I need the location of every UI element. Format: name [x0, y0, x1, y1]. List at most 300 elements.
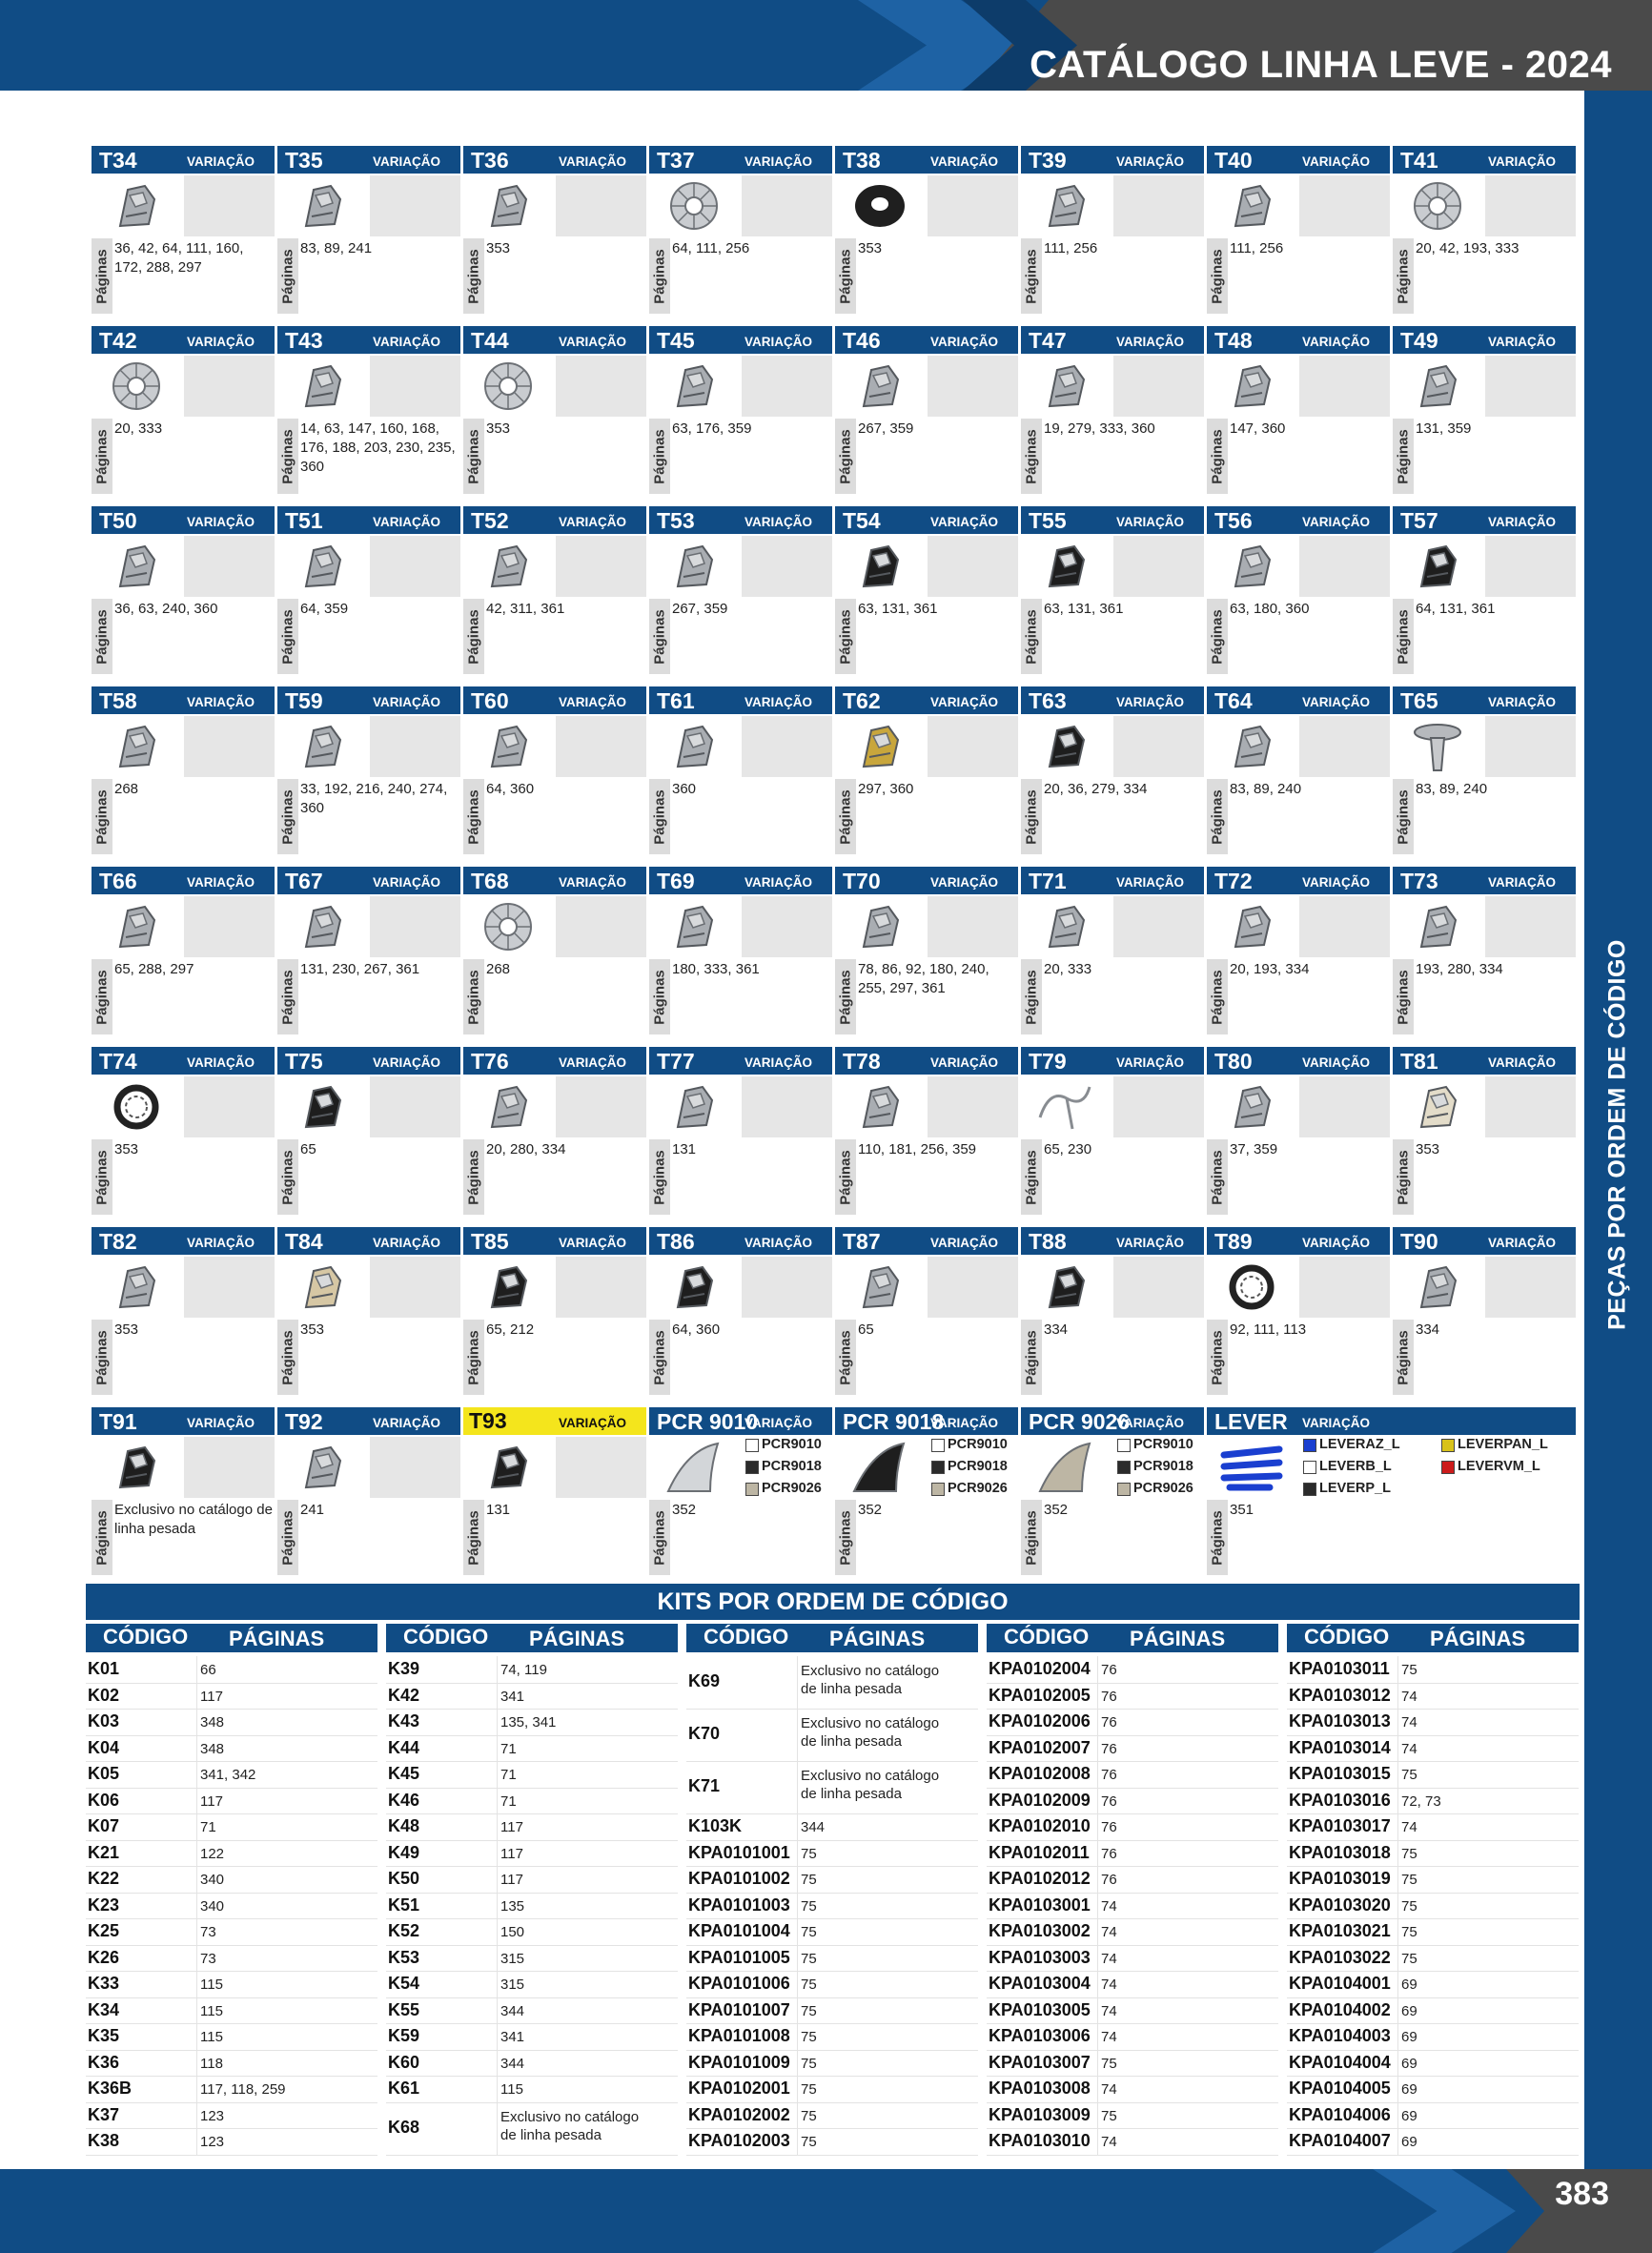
- clip-icon: [659, 719, 729, 774]
- part-photo: [1393, 1257, 1482, 1318]
- part-header: [277, 326, 460, 354]
- clip-icon: [473, 539, 543, 594]
- part-photo: [1207, 1076, 1296, 1137]
- variation-box: [370, 1257, 460, 1318]
- part-pages: 353: [114, 1321, 139, 1338]
- kit-row: [86, 1866, 377, 1894]
- part-photo: [835, 896, 925, 957]
- part-card-t43: [277, 326, 460, 494]
- kit-pages: 118: [200, 2055, 223, 2072]
- kit-pages: 75: [1401, 1897, 1417, 1915]
- part-card-t71: [1021, 867, 1204, 1034]
- variation-box: [184, 1076, 275, 1137]
- kit-code: KPA0101009: [688, 2052, 790, 2072]
- variation-box: [1485, 716, 1576, 777]
- kit-row: [386, 1971, 678, 1998]
- clip-icon: [659, 358, 729, 414]
- part-code: T59: [285, 688, 323, 713]
- kit-code: KPA0103018: [1289, 1842, 1391, 1862]
- part-card-t66: [92, 867, 275, 1034]
- pages-label: Páginas: [93, 249, 111, 304]
- variation-label: VARIAÇÃO: [744, 154, 813, 169]
- ring-icon: [1216, 1260, 1287, 1315]
- row-divider: [497, 1788, 498, 1814]
- pages-label: Páginas: [1395, 1150, 1412, 1205]
- part-photo: [835, 1076, 925, 1137]
- row-divider: [797, 1971, 798, 1997]
- kit-pages: 71: [500, 1767, 517, 1783]
- kit-code: K34: [88, 1999, 120, 2019]
- clip-icon: [473, 719, 543, 774]
- part-card-t45: [649, 326, 832, 494]
- part-photo: [463, 716, 553, 777]
- kit-row: [1287, 1866, 1579, 1894]
- clip-icon: [659, 539, 729, 594]
- kit-pages: 117: [500, 1819, 523, 1835]
- kit-code: K04: [88, 1737, 120, 1757]
- variation-label: VARIAÇÃO: [930, 1416, 999, 1430]
- part-header: [835, 867, 1018, 894]
- part-photo: [1021, 716, 1111, 777]
- pages-label: Páginas: [1209, 609, 1226, 665]
- pages-label: Páginas: [1023, 970, 1040, 1025]
- variant-name: LEVERB_L: [1319, 1459, 1392, 1474]
- part-code: LEVER: [1214, 1409, 1288, 1434]
- kit-row: [987, 2023, 1278, 2051]
- part-header: [92, 146, 275, 174]
- part-code: T73: [1400, 869, 1438, 893]
- clip-icon: [101, 719, 172, 774]
- antenna-icon: [659, 1440, 729, 1495]
- variation-label: VARIAÇÃO: [373, 1055, 441, 1070]
- kit-row: [686, 2128, 978, 2156]
- part-card-t35: [277, 146, 460, 314]
- pages-label: Páginas: [1395, 429, 1412, 484]
- variation-label: VARIAÇÃO: [1488, 154, 1557, 169]
- kit-code: K38: [88, 2131, 120, 2150]
- part-card-t93: [463, 1407, 646, 1575]
- part-header: [1207, 326, 1390, 354]
- variation-label: VARIAÇÃO: [187, 335, 255, 349]
- variation-box: [184, 356, 275, 417]
- kit-pages: 76: [1101, 1688, 1117, 1705]
- part-header: [1021, 1407, 1204, 1435]
- row-divider: [1097, 1971, 1098, 1997]
- kit-pages: 75: [801, 1872, 817, 1888]
- pages-label: Páginas: [1023, 249, 1040, 304]
- antenna-icon: [1030, 1440, 1101, 1495]
- kit-row: [686, 2076, 978, 2103]
- part-pages: 352: [672, 1502, 697, 1518]
- row-divider: [196, 1840, 197, 1867]
- variation-label: VARIAÇÃO: [1488, 1055, 1557, 1070]
- part-card-t79: [1021, 1047, 1204, 1215]
- part-photo: [463, 175, 553, 236]
- pages-label: Páginas: [465, 1510, 482, 1566]
- part-card-t81: [1393, 1047, 1576, 1215]
- variation-label: VARIAÇÃO: [1116, 515, 1185, 529]
- kit-code: KPA0103008: [989, 2079, 1091, 2098]
- row-divider: [1097, 1893, 1098, 1919]
- clip-icon: [1030, 719, 1101, 774]
- variation-label: VARIAÇÃO: [373, 335, 441, 349]
- part-code: T81: [1400, 1049, 1438, 1074]
- kit-row: [686, 1840, 978, 1868]
- part-card-t88: [1021, 1227, 1204, 1395]
- row-divider: [1097, 1918, 1098, 1945]
- part-pages: 64, 360: [486, 781, 535, 797]
- part-code: T80: [1214, 1049, 1253, 1074]
- row-divider: [797, 1918, 798, 1945]
- part-code: T38: [843, 148, 881, 173]
- part-pages: 78, 86, 92, 180, 240, 255, 297, 361: [858, 961, 989, 996]
- row-divider: [196, 1893, 197, 1919]
- part-photo: [463, 1257, 553, 1318]
- kit-code: K23: [88, 1895, 120, 1915]
- variation-box: [556, 1257, 646, 1318]
- variation-label: VARIAÇÃO: [373, 875, 441, 890]
- kit-row: [386, 1997, 678, 2025]
- variation-label: VARIAÇÃO: [1302, 1055, 1371, 1070]
- kit-pages: 122: [200, 1845, 225, 1862]
- variant-name: LEVERP_L: [1319, 1481, 1391, 1496]
- star-washer-icon: [473, 899, 543, 954]
- part-pages: 193, 280, 334: [1416, 961, 1503, 977]
- row-divider: [1397, 1918, 1398, 1945]
- kit-row: [686, 1866, 978, 1894]
- part-pages: 19, 279, 333, 360: [1044, 420, 1155, 437]
- row-divider: [196, 1971, 197, 1997]
- part-photo: [1021, 896, 1111, 957]
- part-card-lever: [1207, 1407, 1576, 1575]
- row-divider: [1097, 1735, 1098, 1762]
- clip-icon: [1216, 539, 1287, 594]
- part-code: T61: [657, 688, 695, 713]
- part-code: T34: [99, 148, 137, 173]
- variant-name: PCR9018: [948, 1459, 1008, 1474]
- pages-label: Páginas: [1395, 609, 1412, 665]
- clip-icon: [845, 719, 915, 774]
- part-card-t50: [92, 506, 275, 674]
- variant-swatch: [931, 1461, 945, 1474]
- clip-icon: [101, 1440, 172, 1495]
- pages-label: Páginas: [651, 1330, 668, 1385]
- variation-label: VARIAÇÃO: [744, 1055, 813, 1070]
- kit-pages: 71: [200, 1819, 216, 1835]
- kit-row: [1287, 2128, 1579, 2156]
- kit-code: KPA0101003: [688, 1895, 790, 1915]
- row-divider: [196, 1709, 197, 1735]
- part-card-t67: [277, 867, 460, 1034]
- kit-pages: 115: [500, 2081, 523, 2098]
- kit-pages: 75: [801, 2029, 817, 2045]
- kit-pages: 117: [200, 1792, 223, 1810]
- pages-label: Páginas: [1209, 970, 1226, 1025]
- row-divider: [797, 2102, 798, 2129]
- kit-row: [86, 2050, 377, 2078]
- clip-icon: [287, 358, 357, 414]
- part-header: [463, 326, 646, 354]
- part-pages: 20, 333: [114, 420, 163, 437]
- kit-code: K43: [388, 1711, 420, 1731]
- variation-box: [370, 1076, 460, 1137]
- row-divider: [196, 1918, 197, 1945]
- variation-label: VARIAÇÃO: [744, 1236, 813, 1250]
- part-photo: [835, 356, 925, 417]
- part-header: [1393, 146, 1576, 174]
- kit-code: KPA0101005: [688, 1947, 790, 1967]
- part-card-t63: [1021, 686, 1204, 854]
- antenna-icon: [845, 1440, 915, 1495]
- variation-label: VARIAÇÃO: [187, 695, 255, 709]
- part-header: [463, 1407, 646, 1435]
- kit-row: [386, 1866, 678, 1894]
- row-divider: [797, 1656, 798, 1709]
- kit-pages: 75: [801, 1950, 817, 1967]
- kit-code: K26: [88, 1947, 120, 1967]
- kit-code: KPA0103021: [1289, 1921, 1391, 1940]
- variant-swatch: [745, 1461, 759, 1474]
- kit-code: K68: [388, 2117, 420, 2137]
- pages-label: Páginas: [93, 789, 111, 845]
- kit-row: [86, 1840, 377, 1868]
- variant-name: PCR9018: [762, 1459, 822, 1474]
- catalog-title: CATÁLOGO LINHA LEVE - 2024: [1030, 44, 1612, 86]
- variation-label: VARIAÇÃO: [930, 515, 999, 529]
- part-card-t46: [835, 326, 1018, 494]
- kit-pages: 74: [1101, 2029, 1117, 2045]
- pages-label: Páginas: [465, 1150, 482, 1205]
- row-divider: [1097, 2050, 1098, 2077]
- part-pages: 83, 89, 240: [1416, 781, 1488, 797]
- variation-label: VARIAÇÃO: [559, 1416, 627, 1430]
- variant-name: LEVERVM_L: [1458, 1459, 1540, 1474]
- kits-column-header: [1287, 1624, 1579, 1652]
- kit-row: [1287, 1683, 1579, 1710]
- kit-row: [1287, 1709, 1579, 1736]
- kit-code: K02: [88, 1685, 120, 1705]
- kit-pages: 315: [500, 1976, 525, 1993]
- part-header: [1021, 1047, 1204, 1075]
- pages-label: Páginas: [279, 789, 296, 845]
- clip-icon: [659, 1260, 729, 1315]
- row-divider: [1097, 1683, 1098, 1710]
- kit-code: KPA0101001: [688, 1842, 790, 1862]
- row-divider: [1097, 1788, 1098, 1814]
- part-photo: [1207, 1257, 1296, 1318]
- part-photo: [1393, 536, 1482, 597]
- row-divider: [1397, 1761, 1398, 1788]
- pages-label: Páginas: [1395, 1330, 1412, 1385]
- kit-pages: 75: [801, 1897, 817, 1915]
- variation-box: [184, 1257, 275, 1318]
- part-photo: [92, 356, 181, 417]
- row-divider: [1097, 1866, 1098, 1893]
- part-pages: 353: [858, 240, 883, 256]
- part-pages: 353: [486, 240, 511, 256]
- part-code: T74: [99, 1049, 137, 1074]
- row-divider: [797, 1866, 798, 1893]
- row-divider: [797, 2023, 798, 2050]
- kit-pages: 341: [500, 2029, 525, 2045]
- variation-box: [370, 1437, 460, 1498]
- part-header: [92, 1407, 275, 1435]
- clip-icon: [1216, 178, 1287, 234]
- row-divider: [797, 1813, 798, 1840]
- part-pages: 353: [486, 420, 511, 437]
- kit-row: [686, 2023, 978, 2051]
- kit-pages: 75: [801, 1976, 817, 1993]
- kit-code: K61: [388, 2079, 420, 2098]
- pages-label: Páginas: [1023, 789, 1040, 845]
- kit-pages: 66: [200, 1662, 216, 1678]
- kit-row: [1287, 2076, 1579, 2103]
- kit-pages: 344: [500, 2055, 525, 2072]
- part-header: [92, 506, 275, 534]
- kit-row: [1287, 2023, 1579, 2051]
- kit-code: KPA0103006: [989, 2026, 1091, 2045]
- kit-code: K50: [388, 1869, 420, 1888]
- part-card-t90: [1393, 1227, 1576, 1395]
- kit-code: KPA0102009: [989, 1790, 1091, 1810]
- part-pages: 33, 192, 216, 240, 274, 360: [300, 781, 448, 816]
- part-header: [1021, 506, 1204, 534]
- kit-code: K37: [88, 2104, 120, 2124]
- part-photo: [277, 1437, 367, 1498]
- part-pages: 110, 181, 256, 359: [858, 1141, 976, 1157]
- clip-icon: [101, 178, 172, 234]
- part-header: [277, 1227, 460, 1255]
- part-pages: 65, 230: [1044, 1141, 1092, 1157]
- row-divider: [1397, 1971, 1398, 1997]
- kit-row: [86, 1945, 377, 1973]
- part-code: T43: [285, 328, 323, 353]
- variation-label: VARIAÇÃO: [1116, 335, 1185, 349]
- part-header: [649, 1227, 832, 1255]
- kit-row: [386, 2050, 678, 2078]
- variation-label: VARIAÇÃO: [1116, 1416, 1185, 1430]
- variation-box: [1113, 896, 1204, 957]
- part-header: [463, 506, 646, 534]
- kit-row: [987, 1997, 1278, 2025]
- part-header: [277, 146, 460, 174]
- kit-row: [686, 1656, 978, 1710]
- variant-swatch: [931, 1483, 945, 1496]
- part-card-t49: [1393, 326, 1576, 494]
- row-divider: [1397, 2023, 1398, 2050]
- variation-box: [556, 896, 646, 957]
- kit-code: K69: [688, 1671, 721, 1690]
- variation-label: VARIAÇÃO: [1116, 1236, 1185, 1250]
- kit-row: [1287, 1656, 1579, 1684]
- kit-code: K33: [88, 1974, 120, 1993]
- part-photo: [1021, 1257, 1111, 1318]
- kit-code: K45: [388, 1764, 420, 1783]
- part-pages: 20, 280, 334: [486, 1141, 566, 1157]
- part-photo: [835, 1257, 925, 1318]
- part-header: [835, 1407, 1018, 1435]
- part-header: [277, 1407, 460, 1435]
- row-divider: [1397, 1788, 1398, 1814]
- variation-label: VARIAÇÃO: [930, 335, 999, 349]
- push-pin-icon: [1402, 719, 1473, 774]
- part-pages: 241: [300, 1502, 325, 1518]
- variation-label: VARIAÇÃO: [744, 875, 813, 890]
- part-card-t76: [463, 1047, 646, 1215]
- part-header: [277, 1047, 460, 1075]
- part-photo: [463, 1437, 553, 1498]
- kit-code: K36: [88, 2052, 120, 2072]
- variant-name: LEVERPAN_L: [1458, 1437, 1548, 1452]
- part-card-t72: [1207, 867, 1390, 1034]
- kit-pages: 75: [801, 2134, 817, 2150]
- row-divider: [196, 1813, 197, 1840]
- part-header: [92, 1047, 275, 1075]
- part-photo: [1393, 896, 1482, 957]
- part-pages: 131: [672, 1141, 697, 1157]
- kit-code: K51: [388, 1895, 420, 1915]
- part-code: T93: [463, 1407, 556, 1435]
- variation-label: VARIAÇÃO: [1302, 515, 1371, 529]
- page-header: [0, 0, 1652, 91]
- variation-box: [370, 175, 460, 236]
- pages-label: Páginas: [279, 1510, 296, 1566]
- variation-label: VARIAÇÃO: [1302, 335, 1371, 349]
- kit-row: [1287, 1918, 1579, 1946]
- variation-box: [184, 1437, 275, 1498]
- row-divider: [196, 1997, 197, 2024]
- part-pages: 180, 333, 361: [672, 961, 760, 977]
- row-divider: [1097, 1813, 1098, 1840]
- variation-label: VARIAÇÃO: [373, 695, 441, 709]
- kit-code: K01: [88, 1659, 120, 1678]
- part-code: T40: [1214, 148, 1253, 173]
- part-code: T66: [99, 869, 137, 893]
- variation-label: VARIAÇÃO: [187, 1236, 255, 1250]
- kit-code: KPA0103013: [1289, 1711, 1391, 1731]
- kit-code: KPA0103015: [1289, 1764, 1391, 1783]
- kit-code: KPA0103002: [989, 1921, 1091, 1940]
- part-card-t69: [649, 867, 832, 1034]
- kit-pages: 75: [1401, 1950, 1417, 1967]
- variation-box: [1113, 1076, 1204, 1137]
- part-pages: 351: [1230, 1502, 1254, 1518]
- variation-box: [1299, 175, 1390, 236]
- clip-icon: [659, 1079, 729, 1135]
- variation-label: VARIAÇÃO: [187, 154, 255, 169]
- kit-code: K07: [88, 1816, 120, 1835]
- part-pages: 297, 360: [858, 781, 914, 797]
- clip-icon: [473, 1079, 543, 1135]
- variation-box: [1485, 356, 1576, 417]
- pages-label: Páginas: [651, 1150, 668, 1205]
- kit-code: KPA0103001: [989, 1895, 1091, 1915]
- kit-pages: 115: [200, 2002, 223, 2019]
- variation-box: [556, 356, 646, 417]
- variation-label: VARIAÇÃO: [187, 875, 255, 890]
- code-column-header: CÓDIGO: [103, 1625, 189, 1649]
- part-code: T90: [1400, 1229, 1438, 1254]
- kit-code: K48: [388, 1816, 420, 1835]
- kit-pages: 74: [1101, 2134, 1117, 2150]
- part-code: T45: [657, 328, 695, 353]
- part-code: T79: [1029, 1049, 1067, 1074]
- part-photo: [649, 716, 739, 777]
- pages-label: Páginas: [1023, 1330, 1040, 1385]
- part-pages: 352: [1044, 1502, 1069, 1518]
- kit-code: KPA0101007: [688, 1999, 790, 2019]
- part-card-t53: [649, 506, 832, 674]
